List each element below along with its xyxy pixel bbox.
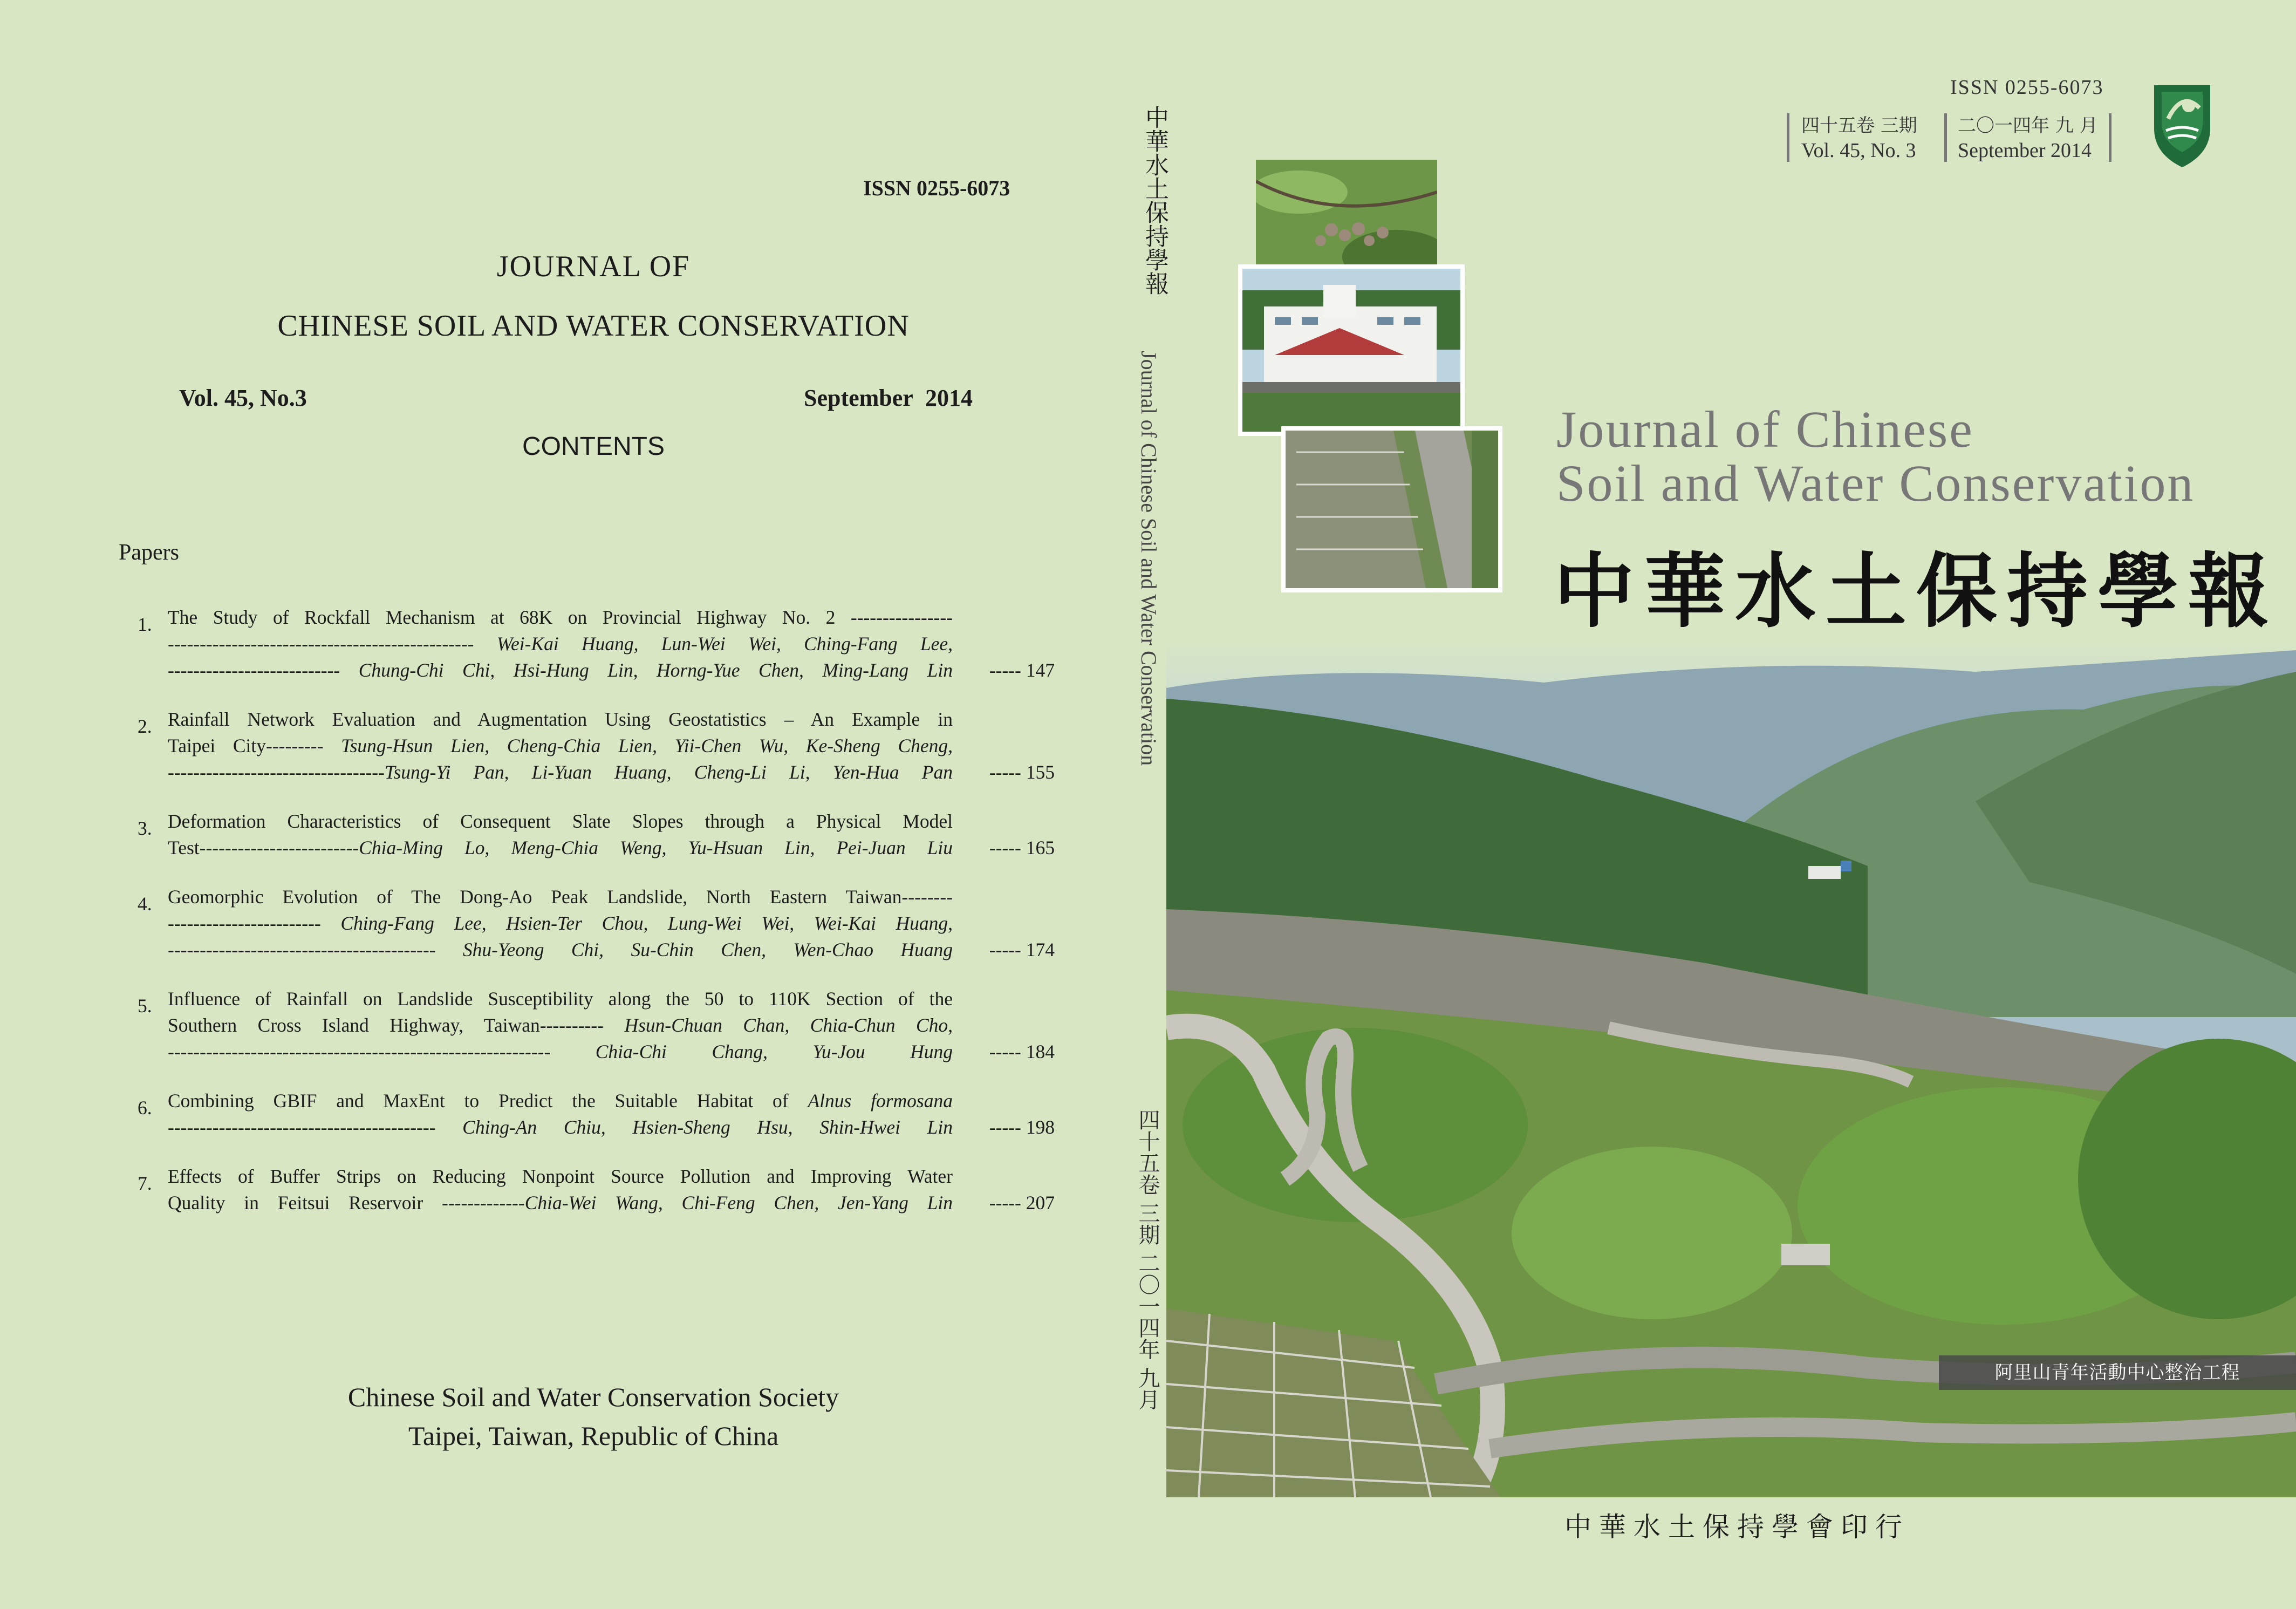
toc-entry: [138, 808, 1055, 861]
toc-title-text: Quality in Feitsui Reservoir -------------: [168, 1192, 525, 1213]
toc-line: [138, 937, 1055, 963]
toc-line: [138, 759, 1055, 786]
toc-line: [138, 835, 1055, 861]
toc-line: [138, 884, 1055, 915]
toc-line: [138, 657, 1055, 684]
toc-line: [138, 733, 1055, 759]
toc-number: 4.: [138, 893, 152, 915]
toc-authors: Chung-Chi Chi, Hsi-Hung Lin, Horng-Yue Chen, Ming-Lang Lin: [358, 659, 953, 681]
toc-authors: Chia-Chi Chang, Yu-Jou Hung: [595, 1041, 953, 1062]
toc-authors: Hsun-Chuan Chan, Chia-Chun Cho,: [624, 1014, 953, 1036]
toc-line-text: [168, 604, 953, 631]
publisher: 中華水土保持學會印行: [1564, 1511, 1910, 1543]
toc-title-text: Taipei City---------: [168, 735, 341, 756]
toc-line-text: [168, 657, 953, 684]
toc-entry: [138, 604, 1055, 684]
toc-number: 3.: [138, 817, 152, 839]
toc-line-text: [168, 1190, 953, 1216]
society-location: Taipei, Taiwan, Republic of China: [408, 1421, 779, 1451]
toc-authors: Chia-Wei Wang, Chi-Feng Chen, Jen-Yang Lin: [524, 1192, 953, 1213]
toc-title-text: ----------------------------------: [168, 761, 385, 783]
toc-page-number: ----- 174: [989, 939, 1055, 960]
front-title-en-line2: Soil and Water Conservation: [1556, 454, 2195, 512]
toc-line: [138, 631, 1055, 657]
toc-entry: [138, 1088, 1055, 1141]
toc-title-text: ---------------------------: [168, 659, 359, 681]
front-volume-block: [1787, 113, 1917, 162]
front-volume-cn: 四十五卷 三期: [1801, 115, 1917, 137]
toc-entry: [138, 1163, 1055, 1216]
photo-building: [1238, 264, 1465, 436]
toc-line-text: [168, 759, 953, 786]
back-journal-title-line2: CHINESE SOIL AND WATER CONSERVATION: [277, 309, 910, 343]
toc-title-text: ------------------------: [168, 912, 341, 934]
front-issn: ISSN 0255-6073: [1950, 76, 2104, 99]
back-date: September 2014: [804, 385, 973, 411]
toc-line-text: [168, 1039, 953, 1065]
toc-line-text: [168, 937, 953, 963]
toc-title-text: Combining GBIF and MaxEnt to Predict the Suitable Habitat of: [168, 1090, 808, 1112]
toc-title-text: Influence of Rainfall on Landslide Susceptibility along the 50 to 110K Section of the: [168, 988, 953, 1010]
toc-number: 6.: [138, 1097, 152, 1119]
toc-line-text: [168, 835, 953, 861]
front-date-cn: 二〇一四年 九 月: [1958, 115, 2098, 137]
toc-line-text: [168, 808, 953, 835]
toc-authors: Ching-Fang Lee, Hsien-Ter Chou, Lung-Wei Wei, Wei-Kai Huang,: [340, 912, 953, 934]
toc-entry: [138, 986, 1055, 1065]
toc-entry: [138, 706, 1055, 786]
toc-line: [138, 808, 1055, 839]
back-issn: ISSN 0255-6073: [863, 176, 1010, 200]
toc-line-text: [168, 910, 953, 937]
society-logo-icon: [2150, 81, 2215, 170]
back-volume: Vol. 45, No.3: [179, 385, 307, 411]
toc-authors: Wei-Kai Huang, Lun-Wei Wei, Ching-Fang Lee,: [496, 633, 953, 654]
toc-line-text: [168, 1012, 953, 1039]
toc-page-number: ----- 147: [989, 659, 1055, 681]
table-of-contents: [138, 604, 1055, 1239]
toc-line: [138, 1190, 1055, 1216]
spine-title-en: Journal of Chinese Soil and Water Conservation: [1137, 351, 1161, 766]
toc-number: 7.: [138, 1172, 152, 1194]
toc-number: 5.: [138, 995, 152, 1017]
toc-title-text: Geomorphic Evolution of The Dong-Ao Peak Landslide, North Eastern Taiwan--------: [168, 886, 953, 908]
toc-title-text: ------------------------------------------------------------: [168, 1041, 596, 1062]
toc-title-text: ------------------------------------------: [168, 939, 463, 960]
toc-line-text: [168, 706, 953, 733]
front-volume-en: Vol. 45, No. 3: [1801, 139, 1916, 162]
toc-number: 2.: [138, 715, 152, 737]
toc-line-text: [168, 986, 953, 1012]
front-date-en: September 2014: [1958, 139, 2092, 162]
toc-page-number: ----- 207: [989, 1192, 1055, 1213]
toc-entry: [138, 884, 1055, 963]
toc-line: [138, 1163, 1055, 1194]
photo-slope: [1281, 426, 1502, 592]
toc-line-text: [168, 884, 953, 910]
toc-authors: Tsung-Yi Pan, Li-Yuan Huang, Cheng-Li Li, Yen-Hua Pan: [384, 761, 953, 783]
toc-line: [138, 986, 1055, 1017]
front-title-cn: 中華水土保持學報: [1554, 544, 2279, 639]
toc-line: [138, 706, 1055, 737]
photo-caption: 阿里山青年活動中心整治工程: [1939, 1355, 2296, 1390]
toc-title-text: The Study of Rockfall Mechanism at 68K on Provincial Highway No. 2 ----------------: [168, 606, 953, 628]
toc-authors: Chia-Ming Lo, Meng-Chia Weng, Yu-Hsuan Lin, Pei-Juan Liu: [359, 837, 953, 858]
front-date-block: [1944, 113, 2112, 162]
toc-page-number: ----- 165: [989, 837, 1055, 858]
contents-heading: CONTENTS: [522, 432, 665, 461]
toc-line: [138, 604, 1055, 635]
toc-line-text: [168, 1114, 953, 1141]
toc-page-number: ----- 184: [989, 1041, 1055, 1062]
toc-page-number: ----- 155: [989, 761, 1055, 783]
toc-line: [138, 1088, 1055, 1119]
toc-line: [138, 910, 1055, 937]
toc-line: [138, 1114, 1055, 1141]
toc-title-text: Rainfall Network Evaluation and Augmentation Using Geostatistics – An Example in: [168, 708, 953, 730]
toc-authors: Shu-Yeong Chi, Su-Chin Chen, Wen-Chao Huang: [462, 939, 953, 960]
papers-heading: Papers: [119, 540, 179, 565]
toc-line: [138, 1039, 1055, 1065]
toc-title-text: Effects of Buffer Strips on Reducing Nonpoint Source Pollution and Improving Water: [168, 1165, 953, 1187]
toc-line-text: [168, 1088, 953, 1114]
toc-authors: Ching-An Chiu, Hsien-Sheng Hsu, Shin-Hwei Lin: [462, 1116, 953, 1138]
toc-line-text: [168, 1163, 953, 1190]
society-name: Chinese Soil and Water Conservation Society: [347, 1382, 839, 1412]
back-journal-title-line1: JOURNAL OF: [496, 250, 691, 283]
toc-line: [138, 1012, 1055, 1039]
spine-issue-cn: 四十五卷 三期 二〇一四年 九月: [1135, 1109, 1160, 1410]
toc-authors: Alnus formosana: [808, 1090, 953, 1112]
toc-title-text: ------------------------------------------------: [168, 633, 497, 654]
spine-title-cn: 中華水土保持學報: [1141, 105, 1168, 295]
toc-page-number: ----- 198: [989, 1116, 1055, 1138]
toc-title-text: Southern Cross Island Highway, Taiwan----------: [168, 1014, 625, 1036]
toc-title-text: Test-------------------------: [168, 837, 359, 858]
toc-number: 1.: [138, 613, 152, 635]
toc-line-text: [168, 631, 953, 657]
toc-authors: Tsung-Hsun Lien, Cheng-Chia Lien, Yii-Chen Wu, Ke-Sheng Cheng,: [341, 735, 953, 756]
toc-title-text: ------------------------------------------: [168, 1116, 463, 1138]
toc-title-text: Deformation Characteristics of Consequent Slate Slopes through a Physical Model: [168, 810, 953, 832]
front-title-en-line1: Journal of Chinese: [1556, 400, 1974, 458]
toc-line-text: [168, 733, 953, 759]
